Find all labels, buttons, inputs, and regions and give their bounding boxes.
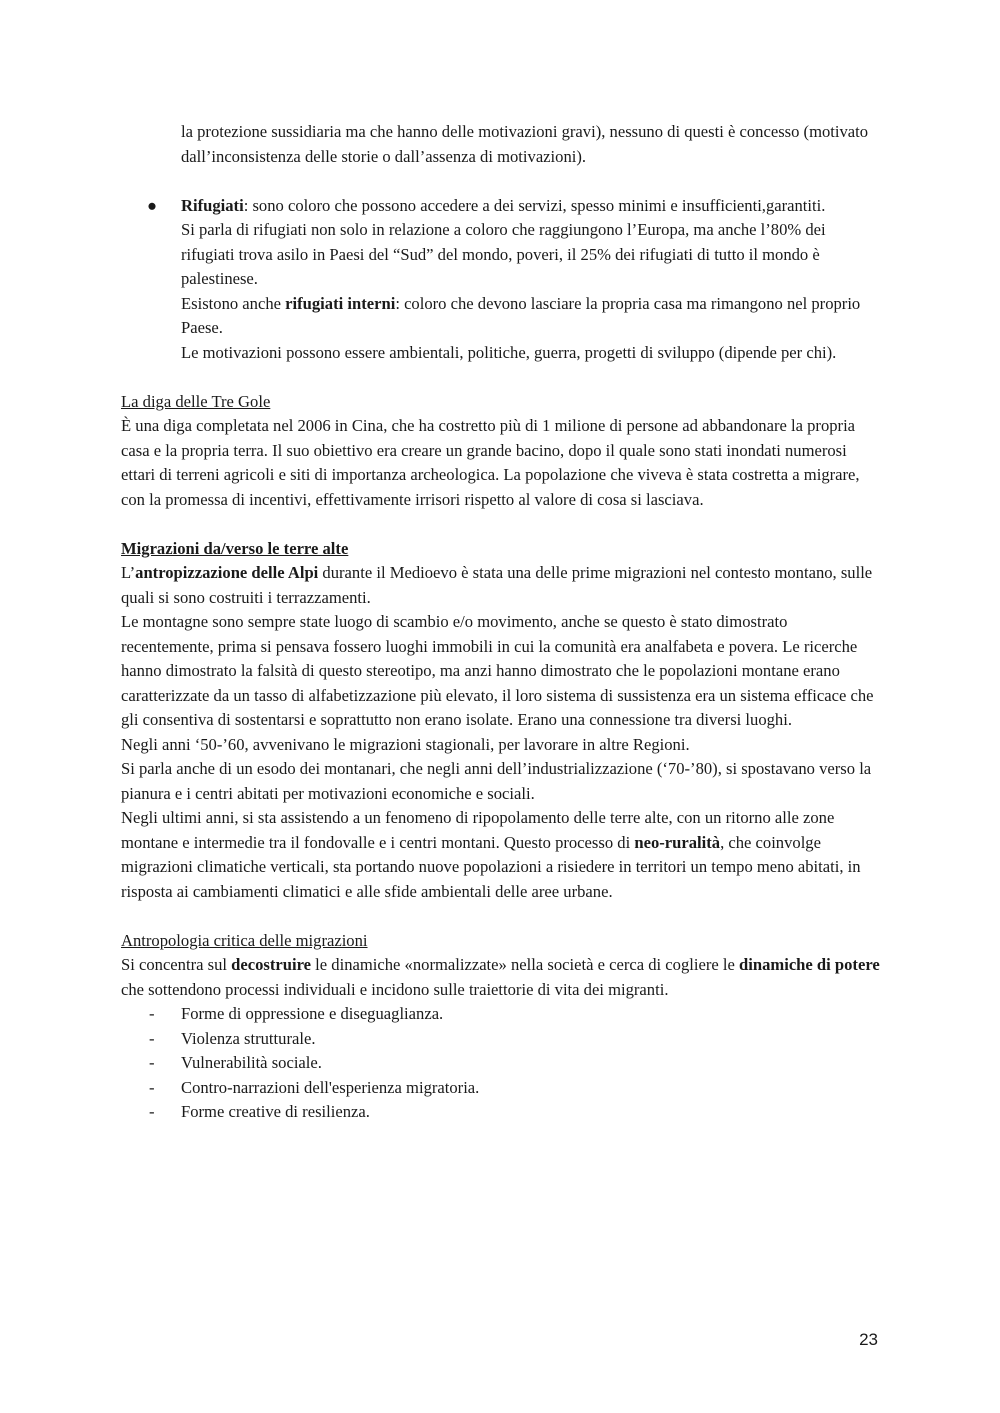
dash-icon: - — [149, 1102, 155, 1121]
refugees-paragraph-2: Esistono anche rifugiati interni: coloro che devono lasciare la propria casa ma rimangono nel proprio Paese. — [181, 293, 861, 337]
list-item: - Violenza strutturale. — [121, 1027, 881, 1052]
refugees-paragraph-1: Si parla di rifugiati non solo in relazione a coloro che raggiungono l’Europa, ma anche l’80% dei rifugiati trova asilo in Paesi del “Sud” del mondo, poveri, il 25% dei rifugiati di tutto il mondo è palestinese. — [181, 220, 826, 288]
alps-term: antropizzazione delle Alpi — [135, 563, 319, 582]
dash-icon: - — [149, 1077, 155, 1097]
power-dynamics-term: dinamiche di potere — [739, 955, 880, 974]
internal-refugees-term: rifugiati interni — [285, 293, 396, 313]
refugees-paragraph-3: Le motivazioni possono essere ambientali, politiche, guerra, progetti di sviluppo (dipende per chi). — [181, 342, 837, 362]
highlands-paragraph-4: Si parla anche di un esodo dei montanari, che negli anni dell’industrializzazione (‘70-’80), si spostavano verso la pianura e i centri abitati per motivazioni economiche e sociali. — [121, 759, 872, 803]
dam-heading: La diga delle Tre Gole — [121, 391, 271, 411]
page-number: 23 — [859, 1330, 878, 1349]
refugees-bullet — [121, 194, 881, 366]
list-item: - Vulnerabilità sociale. — [121, 1051, 881, 1076]
list-item: - Contro-narrazioni dell'esperienza migratoria. — [121, 1076, 881, 1101]
highlands-paragraph-2: Le montagne sono sempre state luogo di scambio e/o movimento, anche se questo è stato dimostrato recentemente, prima si pensava fossero luoghi immobili in cui la comunità era analfabeta e povera. Le ricerche hanno dimostrato la falsità di questo stereotipo, ma anzi hanno dimostrato che le popolazioni montane erano caratterizzate da un tasso di alfabetizzazione più elevato, il loro sistema di sussistenza era un sistema efficace che gli consentiva di sostentarsi e soprattutto non erano isolate. Erano una connessione tra diversi luoghi. — [121, 612, 874, 729]
refugees-term: Rifugiati — [181, 195, 244, 215]
highlands-paragraph-5: Negli ultimi anni, si sta assistendo a un fenomeno di ripopolamento delle terre alte, con un ritorno alle zone montane e intermedie tra il fondovalle e i centri montani. Questo processo di neo-ruralità, che coinvolge migrazioni climatiche verticali, sta portando nuove popolazioni a risiedere in territori un tempo meno abitati, in risposta ai cambiamenti climatici e alle sfide ambientali delle aree urbane. — [121, 808, 861, 901]
neo-rurality-term: neo-ruralità — [634, 832, 721, 852]
highlands-heading: Migrazioni da/verso le terre alte — [121, 538, 349, 558]
critical-paragraph: Si concentra sul decostruire le dinamiche «normalizzate» nella società e cerca di cogliere le dinamiche di potere che sottendono processi individuali e incidono sulle traiettorie di vita dei migranti. — [121, 955, 880, 999]
highlands-paragraph-3: Negli anni ‘50-’60, avvenivano le migrazioni stagionali, per lavorare in altre Regioni. — [121, 734, 690, 754]
bullet-dot-icon: ● — [147, 195, 158, 215]
list-item: - Forme creative di resilienza. — [121, 1100, 881, 1125]
document-page — [121, 120, 881, 1125]
critical-list — [121, 1002, 881, 1125]
dam-body: È una diga completata nel 2006 in Cina, che ha costretto più di 1 milione di persone ad abbandonare la propria casa e la propria terra. Il suo obiettivo era creare un grande bacino, dopo il quale sono stati inondati numerosi ettari di terreni agricoli e siti di importanza archeologica. La popolazione che viveva è stata costretta a migrare, con la promessa di incentivi, effettivamente irrisori rispetto al valore di cosa si lasciava. — [121, 416, 860, 509]
dash-icon: - — [149, 1028, 155, 1048]
deconstruct-term: decostruire — [231, 955, 312, 974]
list-item: - Forme di oppressione e diseguaglianza. — [121, 1002, 881, 1027]
dash-icon: - — [149, 1004, 155, 1023]
highlands-paragraph-1: L’antropizzazione delle Alpi durante il Medioevo è stata una delle prime migrazioni nel contesto montano, sulle quali si sono costruiti i terrazzamenti. — [121, 563, 873, 607]
critical-heading: Antropologia critica delle migrazioni — [121, 930, 368, 950]
intro-continuation: la protezione sussidiaria ma che hanno delle motivazioni gravi), nessuno di questi è concesso (motivato dall’inconsistenza delle storie o dall’assenza di motivazioni). — [181, 122, 869, 166]
dash-icon: - — [149, 1053, 155, 1072]
refugees-definition: Rifugiati: sono coloro che possono accedere a dei servizi, spesso minimi e insufficienti,garantiti. — [181, 195, 826, 215]
